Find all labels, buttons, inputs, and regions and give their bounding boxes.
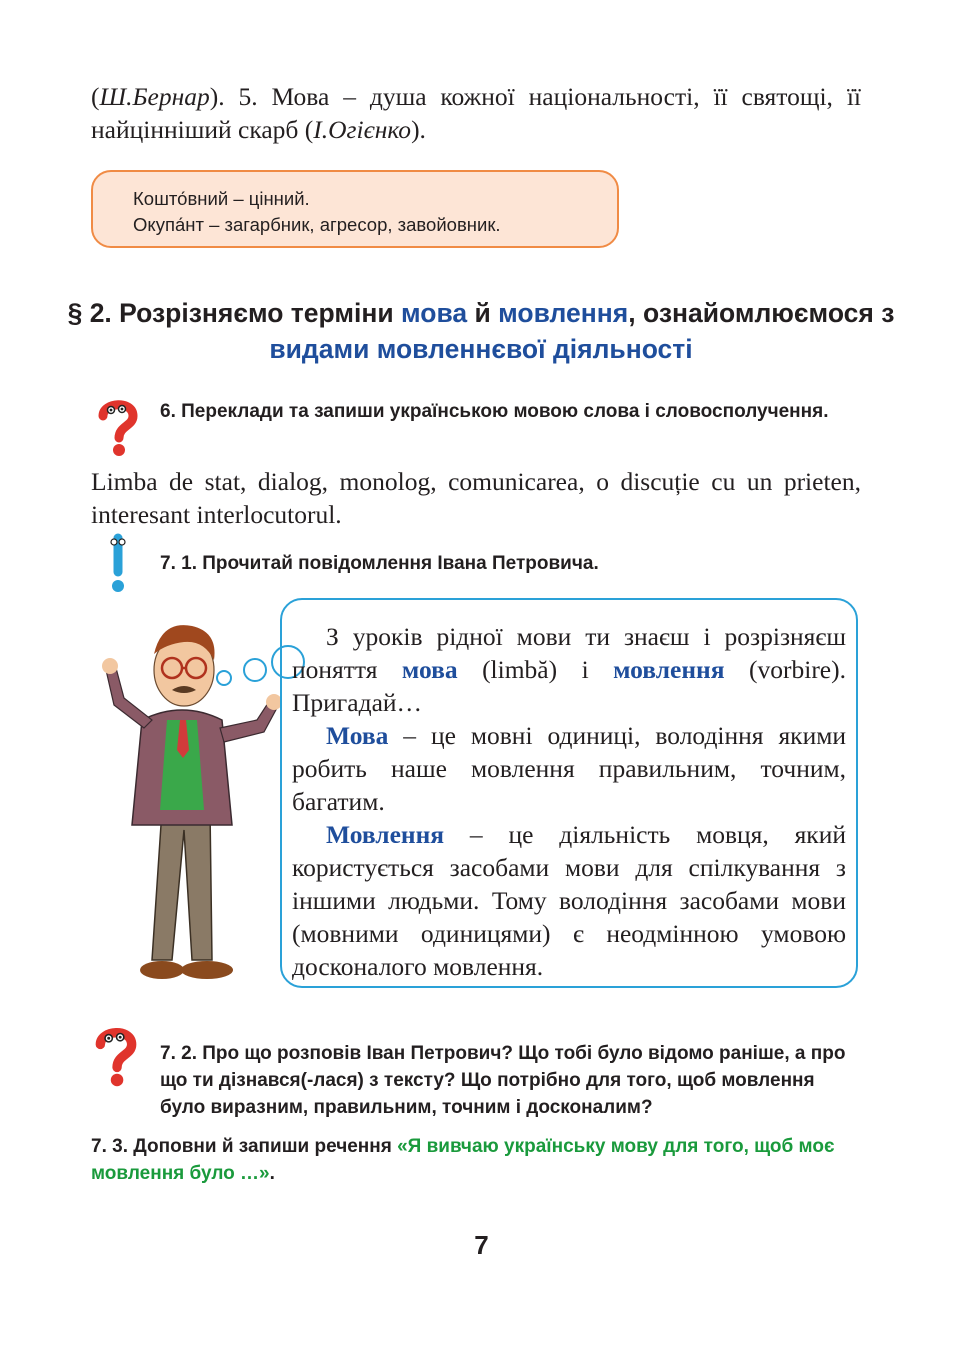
teacher-message-box: [280, 598, 858, 988]
quote-continuation: (Ш.Бернар). 5. Мова – душа кожної національності, її святощі, її найцінніший скарб (І.Огієнко).: [91, 82, 861, 144]
info-paragraph-2: [292, 719, 846, 818]
task-7-3-instruction: [91, 1133, 861, 1187]
quote-text: ). 5. Мова – душа кожної національності, її святощі, її найцінніший скарб (: [91, 82, 861, 144]
author-bernar: Ш.Бернар: [99, 82, 210, 111]
question-mark-icon: [95, 398, 141, 458]
exclamation-mark-icon: [105, 532, 131, 594]
term-mova: мова: [401, 655, 458, 684]
heading-term-movlennia: мовлення: [498, 298, 629, 328]
heading-text-2: й: [467, 298, 499, 328]
vocab-line-2: Окупа́нт – загарбник, агресор, завойовник.: [133, 214, 501, 235]
info-text: (vorbire). Пригадай…: [292, 655, 846, 717]
quote-end: ).: [411, 115, 426, 144]
info-text: З уроків рідної мови ти знаєш і розрізняєш поняття: [292, 622, 846, 684]
vocabulary-box: [91, 170, 619, 248]
info-text: – це діяльність мовця, який користується засобами мови для спілкування з іншими людьми. Тому володіння засобами мови (мовними одиницями) є неодмінною умовою досконалого мовлення.: [292, 820, 846, 981]
task-7-2-instruction: 7. 2. Про що розповів Іван Петрович? Що тобі було відомо раніше, а про що ти дізнався(-лася) з тексту? Що потрібно для того, щоб мовлення було виразним, правильним, точним і досконалим?: [160, 1043, 846, 1118]
heading-term-mova: мова: [401, 298, 468, 328]
task-6-instruction: 6. Переклади та запиши українською мовою слова і словосполучення.: [160, 401, 829, 422]
term-movlennia-def: Мовлення: [326, 820, 445, 849]
term-mova-def: Мова: [326, 721, 389, 750]
heading-term-vydy: видами мовленнєвої діяльності: [269, 334, 693, 364]
info-text: – це мовні одиниці, володіння якими робить наше мовлення правильним, точним, багатим.: [292, 721, 846, 816]
question-mark-icon: [92, 1022, 140, 1092]
task-7-3-end: .: [269, 1163, 275, 1184]
task-7-3-text: 7. 3. Доповни й запиши речення: [91, 1136, 398, 1157]
task-6-content: Limba de stat, dialog, monolog, comunicarea, o discuție cu un prieten, interesant interlocutorul.: [91, 467, 861, 529]
task-7-1-instruction: 7. 1. Прочитай повідомлення Івана Петровича.: [160, 553, 599, 574]
info-paragraph-1: [292, 620, 846, 719]
term-movlennia: мовлення: [613, 655, 725, 684]
heading-text-3: , ознайомлюємося з: [628, 298, 895, 328]
vocab-line-1: Кошто́вний – цінний.: [133, 188, 310, 209]
page-number: 7: [474, 1230, 489, 1260]
info-paragraph-3: [292, 818, 846, 983]
task-7-3-quote: «Я вивчаю українську мову для того, щоб моє мовлення було …»: [91, 1136, 835, 1184]
author-ohiienko: І.Огієнко: [313, 115, 412, 144]
info-text: (limbă) і: [457, 655, 614, 684]
heading-text-1: § 2. Розрізняємо терміни: [67, 298, 401, 328]
section-heading: [60, 295, 902, 367]
